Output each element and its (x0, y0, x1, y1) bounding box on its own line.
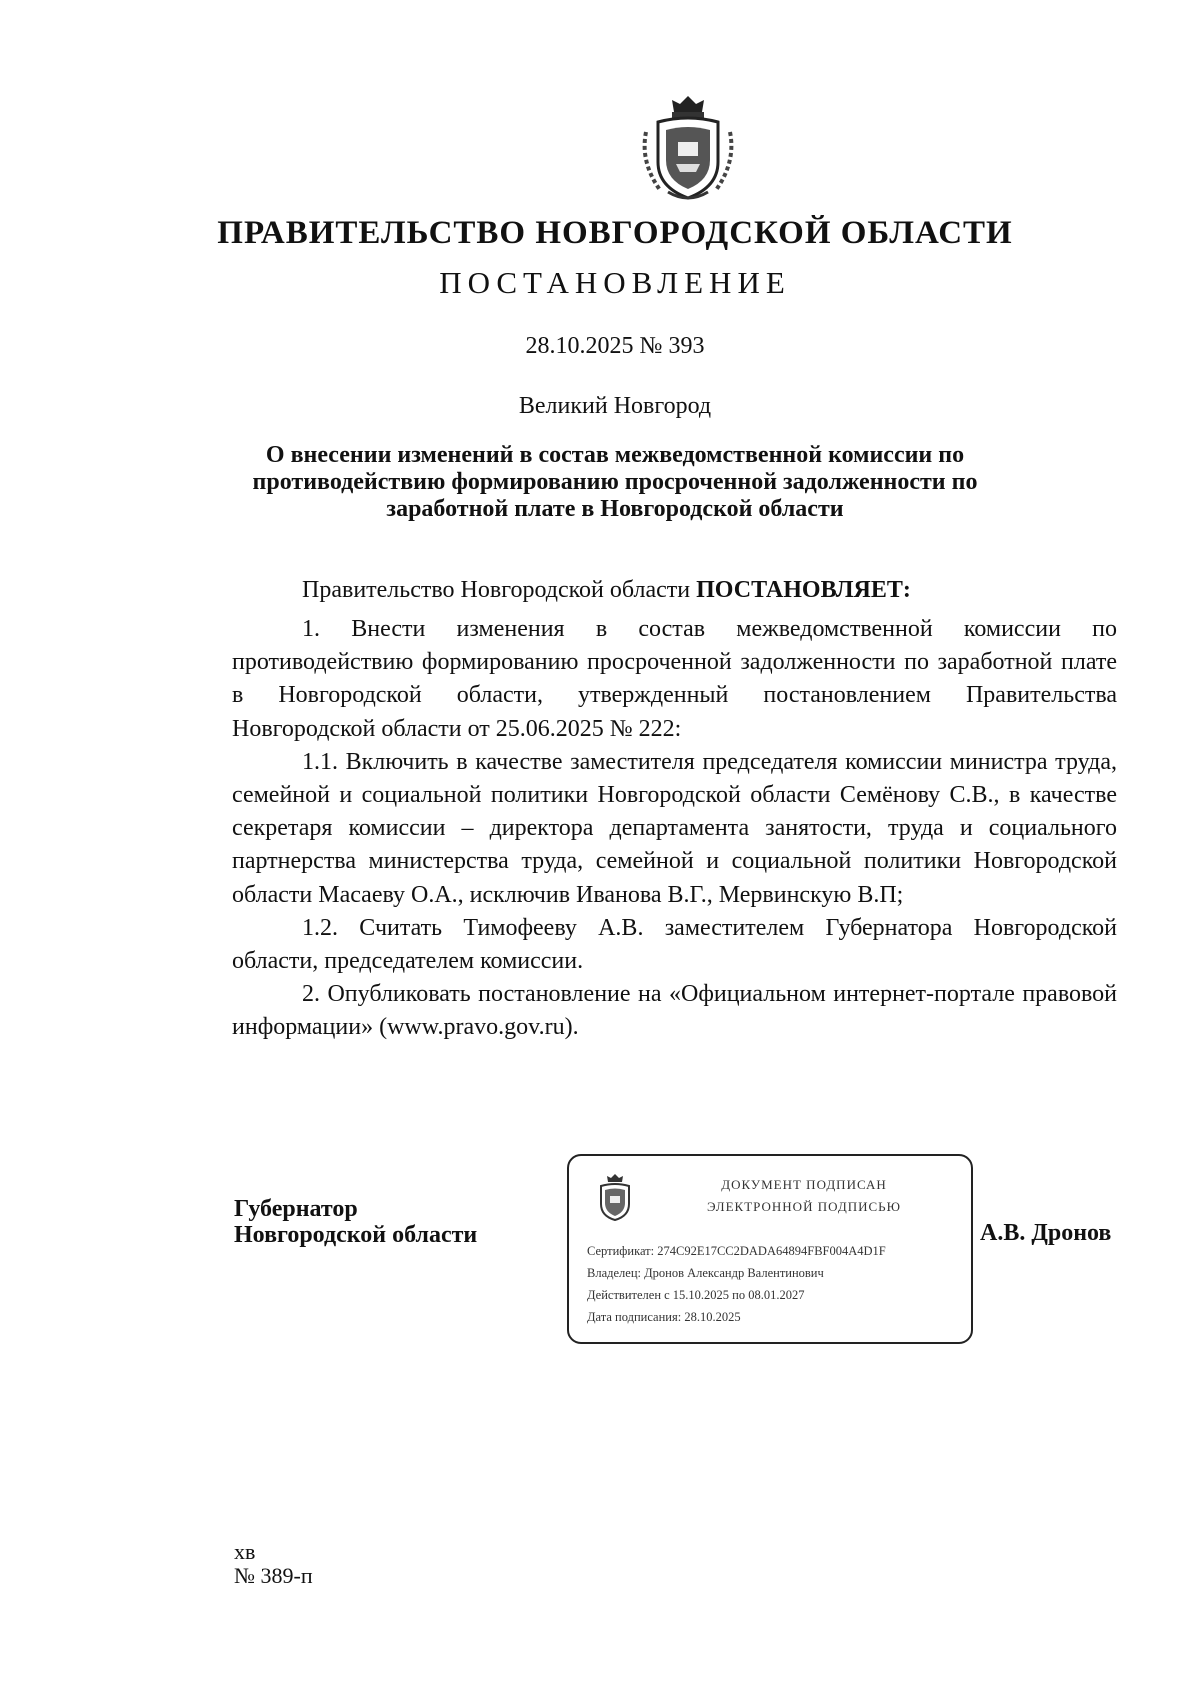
signer-title-line2: Новгородской области (234, 1222, 478, 1248)
footer-number: № 389-п (234, 1563, 313, 1588)
item-1: 1. Внести изменения в состав межведомственной комиссии по противодействию формированию просроченной задолженности по заработной плате в Новгородской области, утвержденный постановлением Правительства Новгородской области от 25.06.2025 № 222: (232, 616, 1117, 742)
stamp-owner: Владелец: Дронов Александр Валентинович (587, 1266, 824, 1280)
footer (234, 1540, 313, 1588)
stamp-validity: Действителен с 15.10.2025 по 08.01.2027 (587, 1288, 805, 1302)
stamp-heading-line2: ЭЛЕКТРОННОЙ ПОДПИСЬЮ (707, 1199, 901, 1214)
stamp-emblem-icon (593, 1172, 637, 1222)
signer-name: А.В. Дронов (980, 1220, 1112, 1246)
item-2: 2. Опубликовать постановление на «Официальном интернет-портале правовой информации» (www.pravo.gov.ru). (232, 981, 1117, 1041)
stamp-heading (659, 1174, 949, 1218)
item-1-1: 1.1. Включить в качестве заместителя председателя комиссии министра труда, семейной и социальной политики Новгородской области Семёнову С.В., в качестве секретаря комиссии – директора департамента занятости, труда и социального партнерства министерства труда, семейной и социальной политики Новгородской области Масаеву О.А., исключив Иванова В.Г., Мервинскую В.П; (232, 748, 1117, 908)
coat-of-arms-emblem (638, 92, 738, 204)
stamp-heading-line1: ДОКУМЕНТ ПОДПИСАН (721, 1177, 887, 1192)
document-title: О внесении изменений в состав межведомственной комиссии по противодействию формированию просроченной задолженности по заработной плате в Новгородской области (252, 442, 978, 522)
stamp-signed-date: Дата подписания: 28.10.2025 (587, 1310, 741, 1324)
decree-items (232, 613, 1117, 1045)
decree-word: ПОСТАНОВЛЯЕТ: (696, 577, 911, 603)
signer-title-line1: Губернатор (234, 1196, 358, 1222)
government-heading: ПРАВИТЕЛЬСТВО НОВГОРОДСКОЙ ОБЛАСТИ (217, 215, 1013, 251)
footer-initials: хв (234, 1539, 256, 1564)
date-number: 28.10.2025 № 393 (525, 333, 705, 359)
item-1-2: 1.2. Считать Тимофееву А.В. заместителем Губернатора Новгородской области, председателем комиссии. (232, 914, 1117, 975)
preamble-text: Правительство Новгородской области (302, 577, 697, 603)
preamble (232, 574, 1117, 607)
signer-title (234, 1196, 477, 1248)
city: Великий Новгород (518, 393, 712, 419)
document-kind: ПОСТАНОВЛЕНИЕ (439, 265, 791, 300)
electronic-signature-stamp (567, 1154, 973, 1344)
stamp-details (587, 1240, 886, 1328)
stamp-certificate: Сертификат: 274C92E17CC2DADA64894FBF004A4D1F (587, 1244, 886, 1258)
